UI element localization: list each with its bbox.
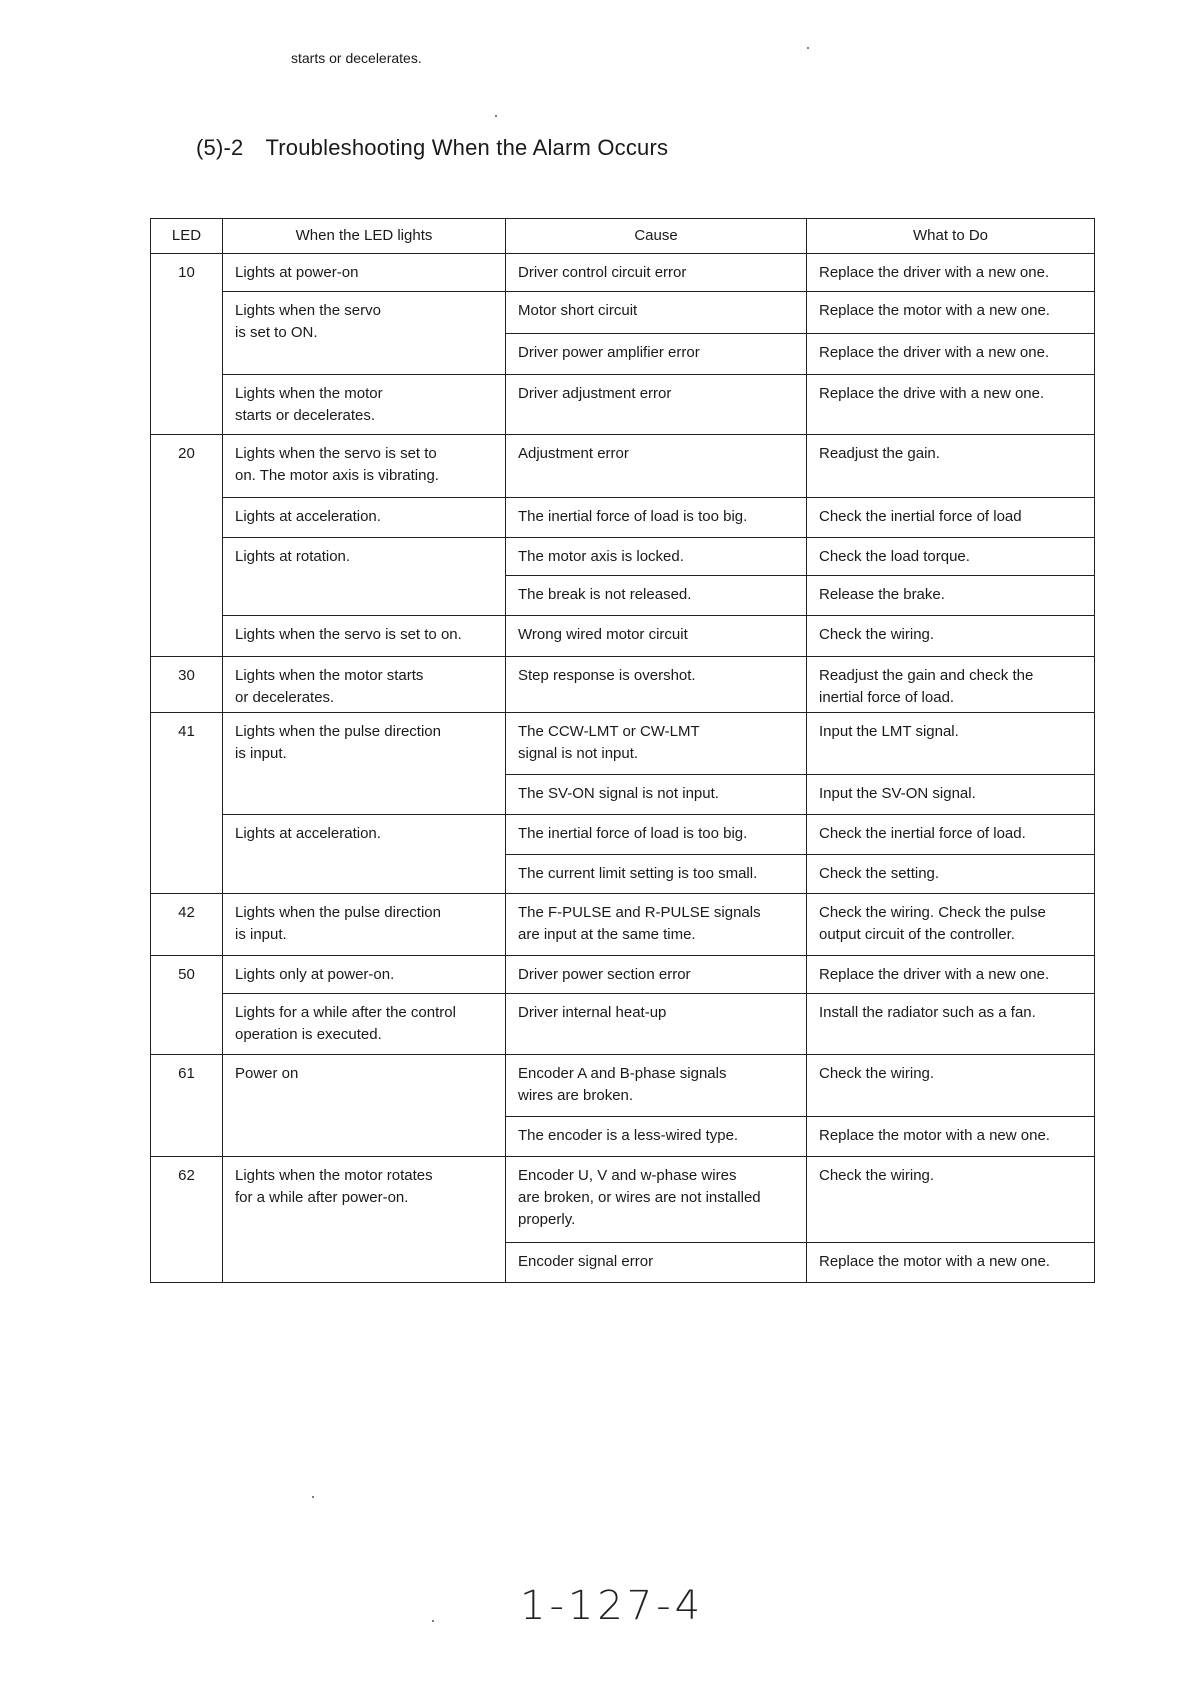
led-code: 61	[151, 1055, 223, 1157]
cause: The CCW-LMT or CW-LMT signal is not input.	[506, 713, 807, 775]
table-row	[151, 1055, 1095, 1117]
what-to-do: Check the load torque.	[807, 538, 1095, 576]
when-led-lights: Lights at rotation.	[223, 538, 506, 616]
led-code: 41	[151, 713, 223, 894]
what-to-do: Replace the driver with a new one.	[807, 956, 1095, 994]
what-to-do: Install the radiator such as a fan.	[807, 994, 1095, 1055]
what-to-do: Replace the motor with a new one.	[807, 1243, 1095, 1283]
section-title: Troubleshooting When the Alarm Occurs	[265, 135, 669, 160]
what-to-do: Check the wiring.	[807, 1055, 1095, 1117]
led-code: 20	[151, 435, 223, 657]
what-to-do: Replace the motor with a new one.	[807, 1117, 1095, 1157]
cause: Driver power amplifier error	[506, 334, 807, 375]
cause: The SV-ON signal is not input.	[506, 775, 807, 815]
when-led-lights: Lights at acceleration.	[223, 498, 506, 538]
table-row	[151, 956, 1095, 994]
when-led-lights: Lights when the pulse direction is input.	[223, 894, 506, 956]
table-row	[151, 616, 1095, 657]
cause: Encoder U, V and w-phase wires are broken, or wires are not installed properly.	[506, 1157, 807, 1243]
cause: Driver control circuit error	[506, 254, 807, 292]
section-heading	[196, 135, 668, 161]
when-led-lights: Lights when the servo is set to on. The motor axis is vibrating.	[223, 435, 506, 498]
cause: Encoder signal error	[506, 1243, 807, 1283]
table-row	[151, 254, 1095, 292]
cause: The inertial force of load is too big.	[506, 815, 807, 855]
cause: The F-PULSE and R-PULSE signals are input at the same time.	[506, 894, 807, 956]
continued-text: starts or decelerates.	[291, 50, 422, 66]
scan-speck	[495, 115, 497, 117]
what-to-do: Check the wiring.	[807, 1157, 1095, 1243]
table-row	[151, 815, 1095, 855]
what-to-do: Replace the driver with a new one.	[807, 254, 1095, 292]
cause: The inertial force of load is too big.	[506, 498, 807, 538]
what-to-do: Replace the drive with a new one.	[807, 375, 1095, 435]
when-led-lights: Lights when the servo is set to on.	[223, 616, 506, 657]
what-to-do: Replace the motor with a new one.	[807, 292, 1095, 334]
cause: Step response is overshot.	[506, 657, 807, 713]
header-action: What to Do	[807, 219, 1095, 254]
table-row	[151, 498, 1095, 538]
what-to-do: Replace the driver with a new one.	[807, 334, 1095, 375]
when-led-lights: Lights when the motor starts or decelerates.	[223, 375, 506, 435]
header-led: LED	[151, 219, 223, 254]
what-to-do: Check the inertial force of load	[807, 498, 1095, 538]
cause: The current limit setting is too small.	[506, 855, 807, 894]
scan-speck	[432, 1620, 434, 1622]
table-row	[151, 435, 1095, 498]
led-code: 30	[151, 657, 223, 713]
when-led-lights: Lights when the motor starts or decelerates.	[223, 657, 506, 713]
table-row	[151, 292, 1095, 334]
table-row	[151, 375, 1095, 435]
when-led-lights: Lights only at power-on.	[223, 956, 506, 994]
when-led-lights: Lights at acceleration.	[223, 815, 506, 894]
when-led-lights: Power on	[223, 1055, 506, 1157]
when-led-lights: Lights when the motor rotates for a while after power-on.	[223, 1157, 506, 1283]
cause: Adjustment error	[506, 435, 807, 498]
cause: The motor axis is locked.	[506, 538, 807, 576]
cause: Driver adjustment error	[506, 375, 807, 435]
what-to-do: Readjust the gain.	[807, 435, 1095, 498]
led-code: 62	[151, 1157, 223, 1283]
alarm-troubleshooting-table	[150, 218, 1095, 1283]
cause: The encoder is a less-wired type.	[506, 1117, 807, 1157]
led-code: 50	[151, 956, 223, 1055]
when-led-lights: Lights when the pulse direction is input.	[223, 713, 506, 815]
led-code: 10	[151, 254, 223, 435]
section-number: (5)-2	[196, 135, 244, 160]
cause: Driver internal heat-up	[506, 994, 807, 1055]
scan-speck	[807, 47, 809, 49]
cause: Motor short circuit	[506, 292, 807, 334]
when-led-lights: Lights for a while after the control operation is executed.	[223, 994, 506, 1055]
scan-speck	[312, 1496, 314, 1498]
page-number: 1-127-4	[520, 1583, 705, 1629]
table-header-row	[151, 219, 1095, 254]
what-to-do: Check the wiring. Check the pulse output circuit of the controller.	[807, 894, 1095, 956]
header-cause: Cause	[506, 219, 807, 254]
header-when: When the LED lights	[223, 219, 506, 254]
led-code: 42	[151, 894, 223, 956]
cause: Driver power section error	[506, 956, 807, 994]
when-led-lights: Lights when the servo is set to ON.	[223, 292, 506, 375]
cause: The break is not released.	[506, 576, 807, 616]
table-row	[151, 894, 1095, 956]
what-to-do: Input the LMT signal.	[807, 713, 1095, 775]
what-to-do: Check the wiring.	[807, 616, 1095, 657]
table-row	[151, 713, 1095, 775]
cause: Encoder A and B-phase signals wires are broken.	[506, 1055, 807, 1117]
cause: Wrong wired motor circuit	[506, 616, 807, 657]
what-to-do: Check the setting.	[807, 855, 1095, 894]
what-to-do: Release the brake.	[807, 576, 1095, 616]
table-row	[151, 657, 1095, 713]
table-row	[151, 994, 1095, 1055]
table-row	[151, 1157, 1095, 1243]
what-to-do: Readjust the gain and check the inertial force of load.	[807, 657, 1095, 713]
table-row	[151, 538, 1095, 576]
when-led-lights: Lights at power-on	[223, 254, 506, 292]
what-to-do: Input the SV-ON signal.	[807, 775, 1095, 815]
what-to-do: Check the inertial force of load.	[807, 815, 1095, 855]
